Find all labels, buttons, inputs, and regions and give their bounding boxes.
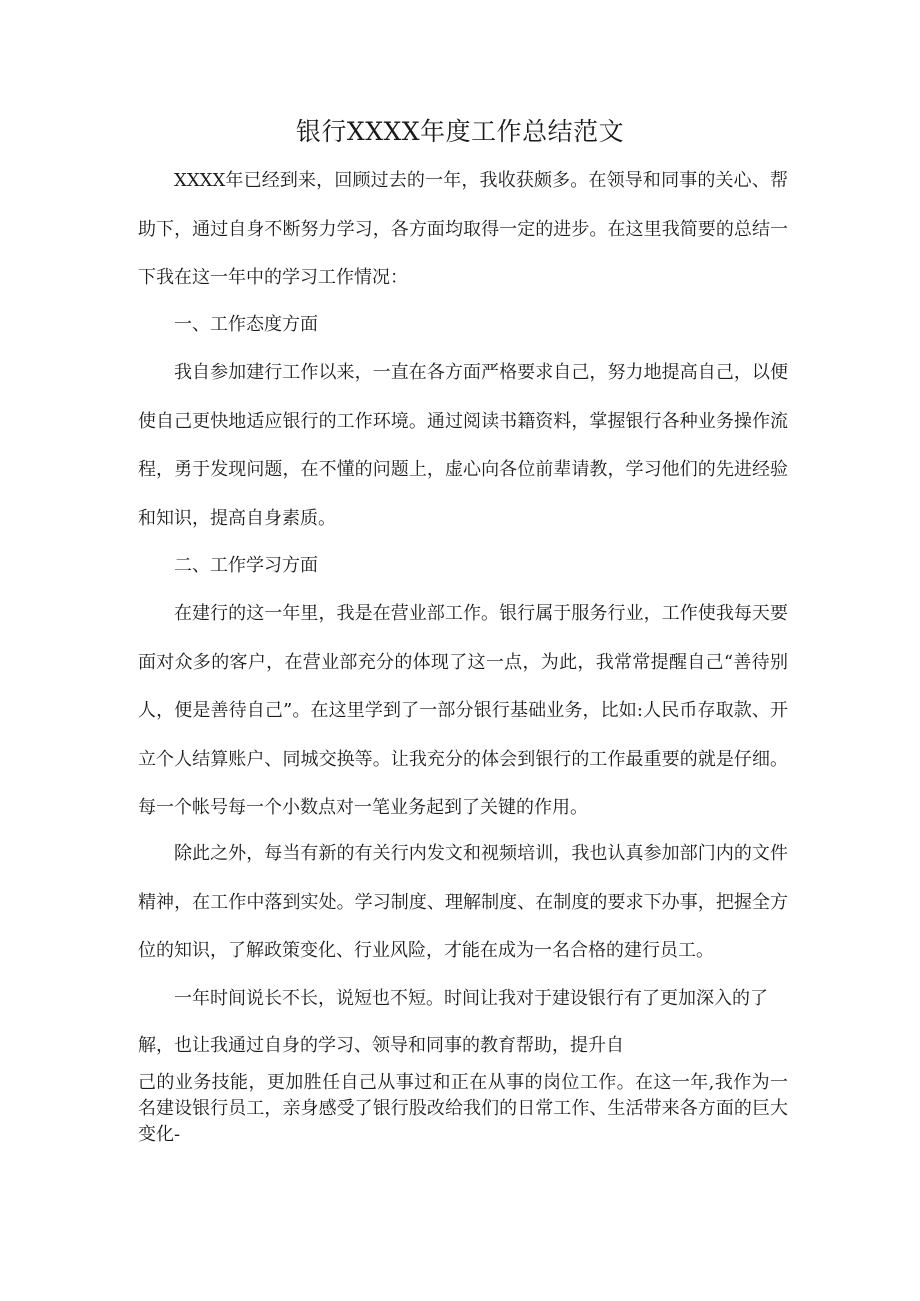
- paragraph-year-review: [138, 975, 788, 1024]
- section-heading-attitude: [138, 301, 788, 350]
- heading-text: 一、工作态度方面: [174, 314, 318, 335]
- paragraph-text: 一年时间说长不长，说短也不短。时间让我对于建设银行有了更加深入的了: [174, 988, 768, 1009]
- paragraph-text: XXXX年已经到来，回顾过去的一年，我收获颇多。在领导和同事的关心、帮助下，通过自身不断努力学习，各方面均取得一定的进步。在这里我简要的总结一下我在这一年中的学习工作情况：: [138, 170, 788, 289]
- paragraph-year-review-continued: [138, 1022, 788, 1148]
- document-title: 银行XXXX年度工作总结范文: [295, 117, 625, 146]
- heading-text: 二、工作学习方面: [174, 555, 318, 576]
- paragraph-text: 我自参加建行工作以来，一直在各方面严格要求自己，努力地提高自己，以便使自己更快地适应银行的工作环境。通过阅读书籍资料，掌握银行各种业务操作流程，勇于发现问题，在不懂的问题上，虚心向各位前辈请教，学习他们的先进经验和知识，提高自身素质。: [138, 362, 788, 529]
- paragraph-text-line: 解，也让我通过自身的学习、领导和同事的教育帮助，提升自: [138, 1035, 624, 1056]
- paragraph-study: [138, 590, 788, 833]
- paragraph-attitude: [138, 349, 788, 543]
- section-heading-study: [138, 542, 788, 591]
- paragraph-text: 除此之外，每当有新的有关行内发文和视频培训，我也认真参加部门内的文件精神，在工作中落到实处。学习制度、理解制度、在制度的要求下办事，把握全方位的知识，了解政策变化、行业风险，才能在成为一名合格的建行员工。: [138, 843, 788, 962]
- paragraph-text: 在建行的这一年里，我是在营业部工作。银行属于服务行业，工作使我每天要面对众多的客户，在营业部充分的体现了这一点，为此，我常常提醒自己“善待别人，便是善待自己”。在这里学到了一部分银行基础业务，比如:人民币存取款、开立个人结算账户、同城交换等。让我充分的体会到银行的工作最重要的就是仔细。每一个帐号每一个小数点对一笔业务起到了关键的作用。: [138, 603, 788, 819]
- paragraph-intro: [138, 157, 788, 303]
- paragraph-text-block: 己的业务技能，更加胜任自己从事过和正在从事的岗位工作。在这一年,我作为一名建设银行员工，亲身感受了银行股改给我们的日常工作、生活带来各方面的巨大变化-: [138, 1072, 788, 1145]
- paragraph-training: [138, 830, 788, 976]
